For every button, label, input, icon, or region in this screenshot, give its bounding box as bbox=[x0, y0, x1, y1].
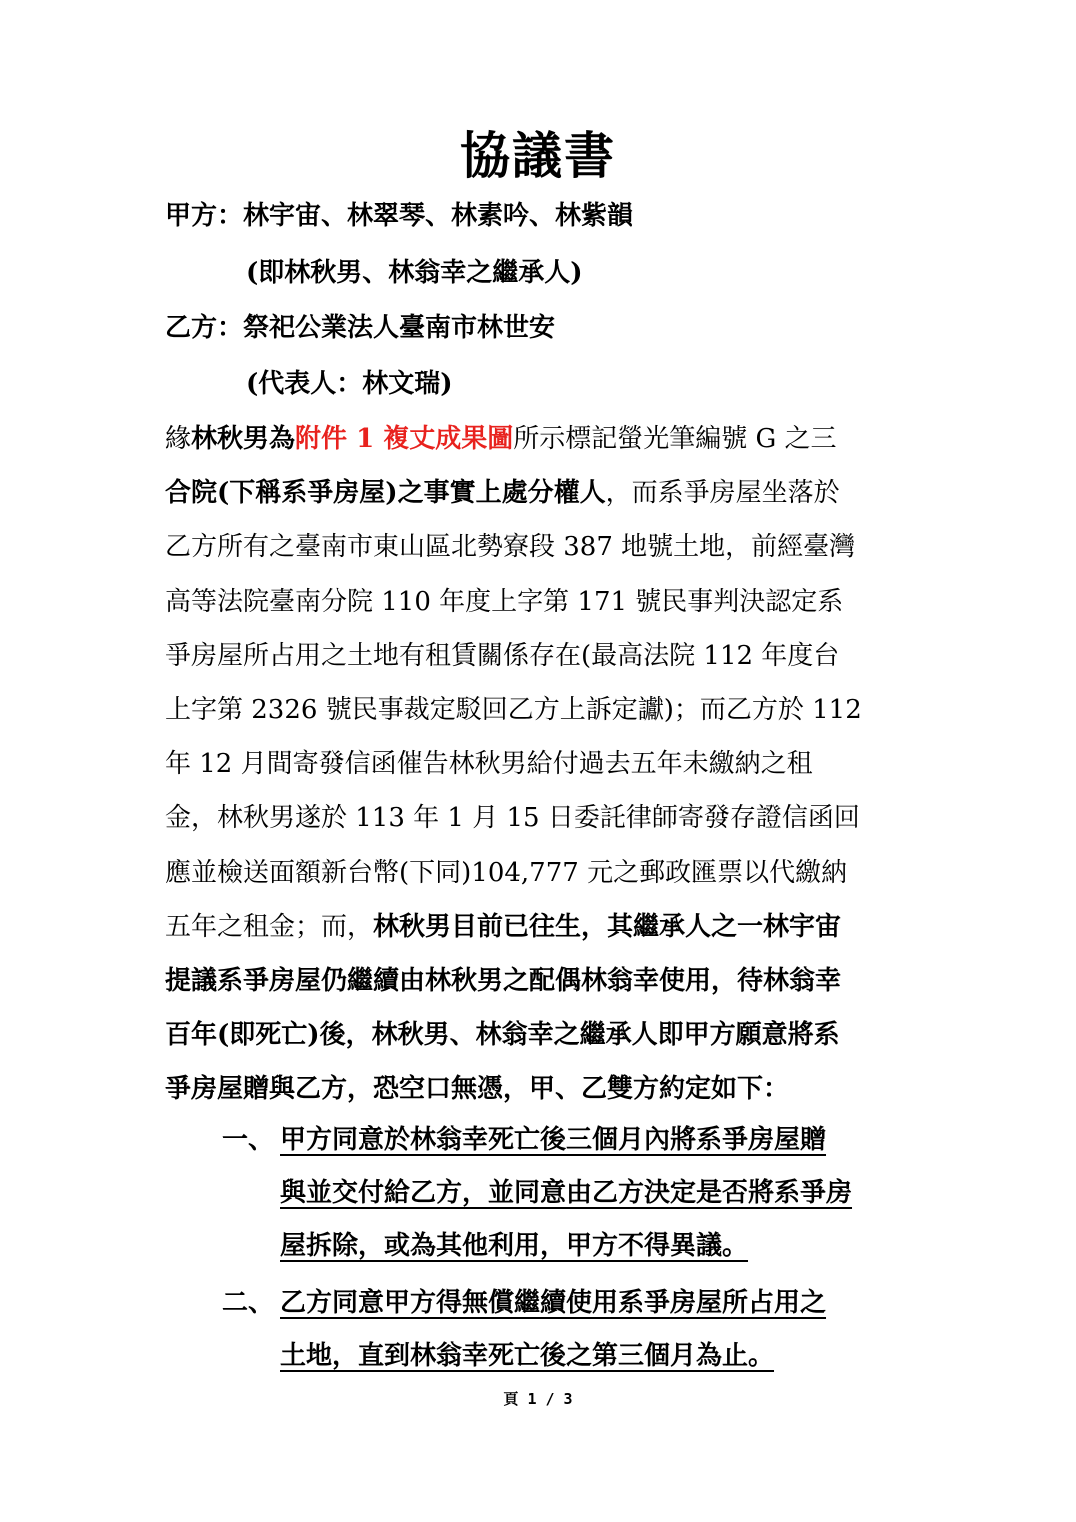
party-b-line bbox=[165, 310, 555, 346]
document-title: 協議書 bbox=[460, 126, 616, 185]
page-number: 1 / 3 bbox=[527, 1390, 573, 1408]
page-footer bbox=[0, 1388, 1076, 1409]
party-b-name: 祭祀公業法人臺南市林世安 bbox=[243, 313, 556, 343]
preamble-line-5: 爭房屋所占用之土地有租賃關係存在(最高法院 112 年度台 bbox=[165, 640, 840, 671]
party-b-note: (代表人：林文瑞) bbox=[246, 369, 453, 399]
preamble-line-2 bbox=[165, 466, 915, 520]
agreement-clauses bbox=[222, 1114, 922, 1383]
party-b-label: 乙方： bbox=[165, 313, 244, 343]
party-a-note: (即林秋男、林翁幸之繼承人) bbox=[246, 258, 583, 288]
preamble-line-8: 金，林秋男遂於 113 年 1 月 15 日委託律師寄發存證信函回 bbox=[165, 803, 860, 834]
clause-1 bbox=[222, 1114, 922, 1273]
clause-line: 與並交付給乙方，並同意由乙方決定是否將系爭房 bbox=[280, 1178, 853, 1208]
text-run: 五年之租金；而， bbox=[165, 911, 374, 942]
party-a-names: 林宇宙、林翠琴、林素吟、林紫韻 bbox=[243, 201, 634, 231]
clause-line: 土地，直到林翁幸死亡後之第三個月為止。 bbox=[280, 1341, 775, 1371]
clause-2 bbox=[222, 1277, 922, 1383]
text-run-bold: 林秋男為 bbox=[191, 424, 296, 454]
text-run: 緣 bbox=[165, 424, 192, 454]
clause-number: 一、 bbox=[222, 1125, 275, 1155]
preamble-line-11: 提議系爭房屋仍繼續由林秋男之配偶林翁幸使用，待林翁幸 bbox=[165, 965, 842, 996]
text-run-bold: 林秋男目前已往生，其繼承人之一林宇宙 bbox=[373, 911, 842, 942]
clause-line: 甲方同意於林翁幸死亡後三個月內將系爭房屋贈 bbox=[280, 1125, 827, 1155]
preamble-line-9: 應並檢送面額新台幣(下同)104,777 元之郵政匯票以代繳納 bbox=[165, 857, 848, 888]
preamble-line-7: 年 12 月間寄發信函催告林秋男給付過去五年未繳納之租 bbox=[165, 749, 813, 780]
clause-text bbox=[280, 1114, 922, 1273]
clause-line: 乙方同意甲方得無償繼續使用系爭房屋所占用之 bbox=[280, 1288, 827, 1318]
clause-text bbox=[280, 1277, 922, 1383]
text-run-bold: 合院(下稱系爭房屋)之事實上處分權人 bbox=[165, 478, 606, 509]
text-run: 所示標記螢光筆編號 G 之三 bbox=[513, 424, 837, 454]
preamble-line-12: 百年(即死亡)後，林秋男、林翁幸之繼承人即甲方願意將系 bbox=[165, 1020, 840, 1051]
preamble-line-10 bbox=[165, 900, 915, 954]
preamble-line-4: 高等法院臺南分院 110 年度上字第 171 號民事判決認定系 bbox=[165, 586, 844, 617]
party-a-label: 甲方： bbox=[165, 201, 244, 231]
clause-number: 二、 bbox=[222, 1288, 275, 1318]
preamble-paragraph bbox=[165, 412, 915, 1116]
clause-line: 屋拆除，或為其他利用，甲方不得異議。 bbox=[280, 1231, 749, 1261]
attachment-reference: 附件 1 複丈成果圖 bbox=[295, 424, 514, 454]
text-run: ，而系爭房屋坐落於 bbox=[605, 478, 840, 509]
preamble-line-3: 乙方所有之臺南市東山區北勢寮段 387 地號土地，前經臺灣 bbox=[165, 532, 856, 563]
preamble-line-1 bbox=[165, 412, 915, 466]
preamble-line-13: 爭房屋贈與乙方，恐空口無憑，甲、乙雙方約定如下： bbox=[165, 1074, 790, 1105]
preamble-line-6: 上字第 2326 號民事裁定駁回乙方上訴定讞)；而乙方於 112 bbox=[165, 694, 862, 725]
party-a-line bbox=[165, 198, 633, 234]
page-label: 頁 bbox=[503, 1390, 519, 1408]
